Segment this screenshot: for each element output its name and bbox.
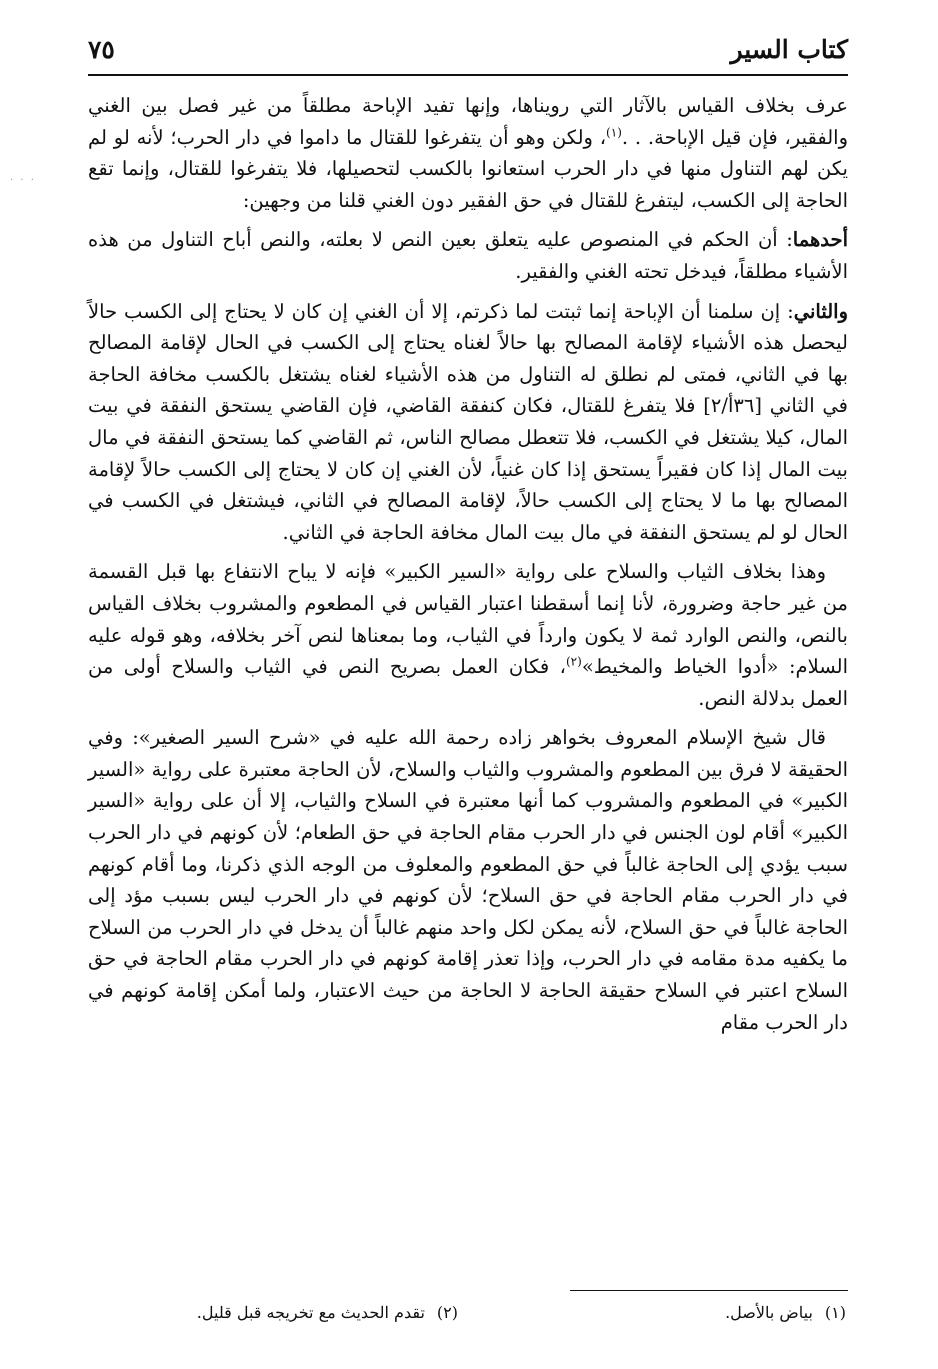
paragraph-text: عرف بخلاف القياس بالآثار التي رويناها، وإنها تفيد الإباحة مطلقاً من غير فصل بين الغني والفقير، فإن قيل الإباحة. . .: [88, 94, 848, 149]
header-rule: [88, 74, 848, 76]
footnote-ref-2: (٢): [565, 654, 582, 669]
footnote-number: (٢): [436, 1303, 458, 1322]
paragraph-1: [88, 90, 848, 216]
page-header: [88, 28, 848, 72]
paragraph-text: : إن سلمنا أن الإباحة إنما ثبتت لما ذكرتم، إلا أن الغني إن كان لا يحتاج إلى الكسب حالاً ليحصل هذه الأشياء لإقامة المصالح بها حالاً لغناه يحتاج إلى الكسب في الحال لإقامة المصالح بها في الثاني، فمتى لم نطلق له التناول من هذه الأشياء لغناه يشتغل بالكسب مخافة الحاجة في الثاني [٣٦أ/٢] فلا يتفرغ للقتال، فكان كنفقة القاضي، فإن القاضي يستحق النفقة في بيت المال، كيلا يشتغل في الكسب، فلا تتعطل مصالح الناس، ثم القاضي كما يستحق النفقة في مال بيت المال إذا كان فقيراً يستحق إذا كان غنياً، لأن الغني إن كان لا يحتاج إلى الكسب حالاً لإقامة المصالح بها ما لا يحتاج إلى الكسب حالاً، لإقامة المصالح في الثاني، فيشتغل في الكسب في الحال لو لم يستحق النفقة في مال بيت المال مخافة الحاجة في الثاني.: [88, 299, 848, 544]
footnote-2: [197, 1300, 458, 1326]
paragraph-text: ، ولكن وهو أن يتفرغوا للقتال ما داموا في دار الحرب؛ لأنه لو لم يكن لهم التناول منها في دار الحرب استعانوا بالكسب لتحصيلها، فلا يتفرغوا للقتال، وإنما تقع الحاجة إلى الكسب، ليتفرغ للقتال في حق الفقير دون الغني قلنا من وجهين:: [88, 125, 848, 212]
paragraph-3: [88, 296, 848, 549]
paragraph-text: وهذا بخلاف الثياب والسلاح على رواية «السير الكبير» فإنه لا يباح الانتفاع بها قبل القسمة من غير حاجة وضرورة، لأنا إنما أسقطنا اعتبار القياس في المطعوم والمشروب بخلاف القياس بالنص، والنص الوارد ثمة لا يكون وارداً في الثياب، وما بمعناها لنص آخر بخلافه، وهو قوله عليه السلام: «أدوا الخياط والمخيط»: [88, 560, 849, 679]
paragraph-text: : أن الحكم في المنصوص عليه يتعلق بعين النص لا بعلته، والنص أباح التناول من هذه الأشياء مطلقاً، فيدخل تحته الغني والفقير.: [88, 228, 848, 283]
page-body: [88, 90, 848, 1046]
paragraph-text: قال شيخ الإسلام المعروف بخواهر زاده رحمة الله عليه في «شرح السير الصغير»: وفي الحقيقة لا فرق بين المطعوم والمشروب والثياب والسلاح، لأن الحاجة معتبرة على رواية «السير الكبير» في المطعوم والمشروب كما أنها معتبرة في السلاح والثياب، إلا أن على رواية «السير الكبير» أقام لون الجنس في دار الحرب مقام الحاجة في حق الطعام؛ لأن كونهم في دار الحرب سبب يؤدي إلى الحاجة غالباً في حق المطعوم والمعلوف من الوجه الذي ذكرنا، وما أقام كونهم في دار الحرب مقام الحاجة في حق السلاح؛ لأن كونهم في دار الحرب ليس بسبب مؤد إلى الحاجة غالباً في حق السلاح، لأنه يمكن لكل واحد منهم غالباً أن يدخل في دار الحرب من السلاح ما يكفيه مدة مقامه في دار الحرب، وإذا تعذر إقامة كونهم في دار الحرب مقام الحاجة في حق السلاح اعتبر في السلاح حقيقة الحاجة لا الحاجة من حيث الاعتبار، ولما أمكن إقامة كونهم في دار الحرب مقام: [88, 726, 848, 1034]
footnote-text: بياض بالأصل.: [725, 1303, 813, 1322]
paragraph-5: [88, 722, 848, 1038]
paragraph-lead: والثاني: [793, 299, 848, 323]
footnote-rule: [570, 1290, 848, 1291]
page-number: ٧٥: [88, 35, 115, 64]
paragraph-4: [88, 556, 848, 714]
paragraph-2: [88, 224, 848, 287]
book-title: كتاب السير: [730, 35, 848, 64]
footnote-1: [725, 1300, 846, 1326]
footnote-number: (١): [824, 1303, 846, 1322]
paragraph-text: ، فكان العمل بصريح النص في الثياب والسلاح أولى من العمل بدلالة النص.: [88, 655, 848, 710]
book-page: [88, 28, 849, 1322]
footnote-text: تقدم الحديث مع تخريجه قبل قليل.: [196, 1303, 425, 1322]
margin-mark: · · ·: [10, 175, 36, 186]
footnote-ref-1: (١): [606, 125, 622, 140]
paragraph-lead: أحدهما: [792, 228, 848, 252]
